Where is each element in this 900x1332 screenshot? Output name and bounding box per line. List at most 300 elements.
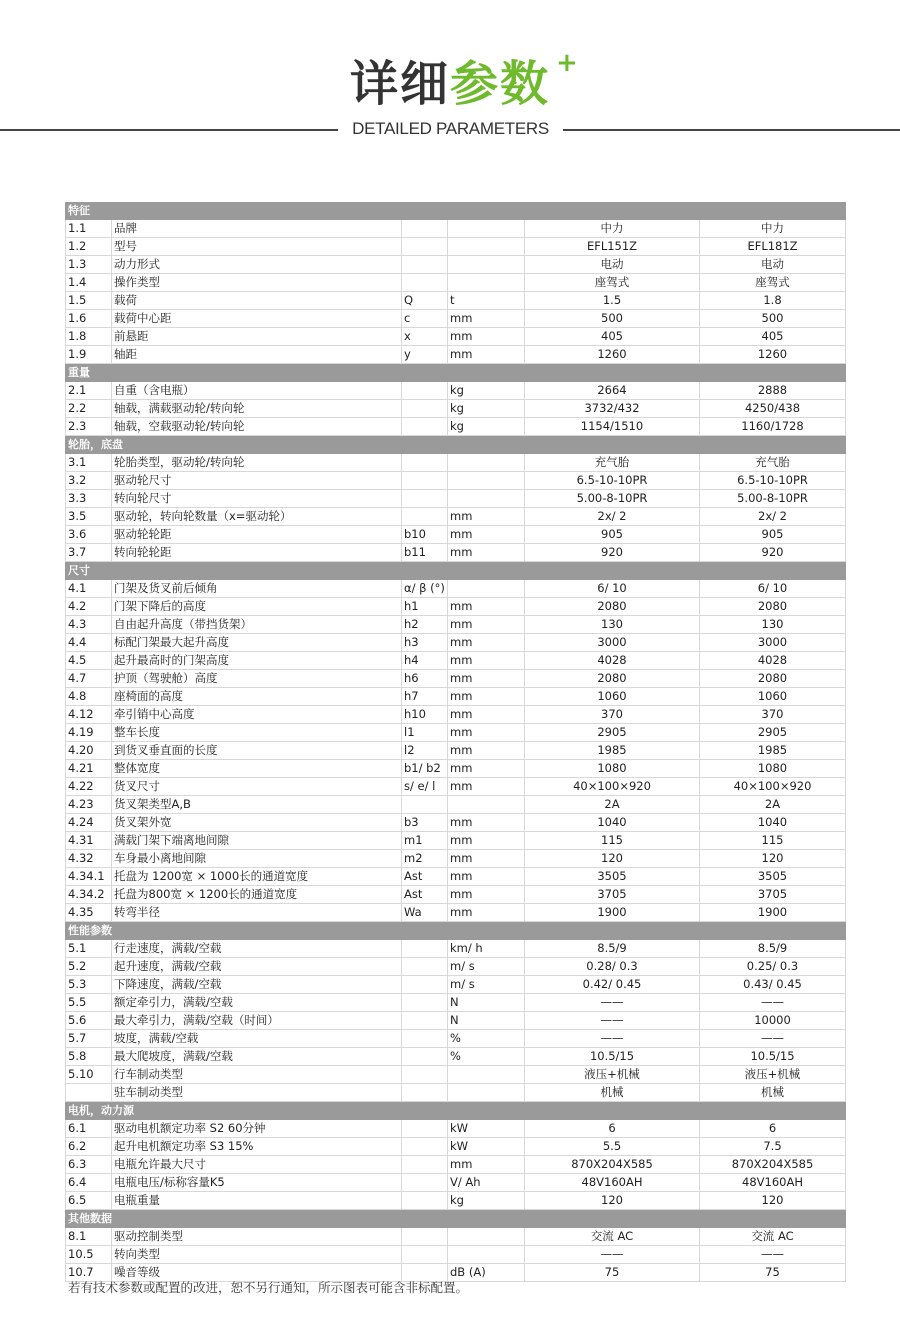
model-1-value-cell: 120 bbox=[525, 1192, 700, 1210]
divider-right bbox=[563, 129, 900, 131]
param-code-cell bbox=[66, 1084, 112, 1102]
table-row bbox=[66, 832, 846, 850]
model-1-value-cell: 1260 bbox=[525, 346, 700, 364]
param-name-cell: 载荷中心距 bbox=[112, 310, 402, 328]
param-name-cell: 轴载，空载驱动轮/转向轮 bbox=[112, 418, 402, 436]
model-2-value-cell: 0.25/ 0.3 bbox=[700, 958, 846, 976]
param-unit-cell: mm bbox=[448, 850, 525, 868]
param-symbol-cell: m1 bbox=[402, 832, 448, 850]
param-name-cell: 起升电机额定功率 S3 15% bbox=[112, 1138, 402, 1156]
param-symbol-cell bbox=[402, 940, 448, 958]
param-symbol-cell: h6 bbox=[402, 670, 448, 688]
param-unit-cell bbox=[448, 580, 525, 598]
param-unit-cell: m/ s bbox=[448, 976, 525, 994]
param-symbol-cell bbox=[402, 976, 448, 994]
param-code-cell: 5.8 bbox=[66, 1048, 112, 1066]
table-row bbox=[66, 1156, 846, 1174]
table-row bbox=[66, 346, 846, 364]
param-symbol-cell bbox=[402, 1066, 448, 1084]
param-name-cell: 驱动轮尺寸 bbox=[112, 472, 402, 490]
table-row bbox=[66, 418, 846, 436]
param-name-cell: 车身最小离地间隙 bbox=[112, 850, 402, 868]
model-1-value-cell: 6.5-10-10PR bbox=[525, 472, 700, 490]
param-unit-cell bbox=[448, 238, 525, 256]
param-symbol-cell bbox=[402, 1138, 448, 1156]
table-row bbox=[66, 616, 846, 634]
param-unit-cell: mm bbox=[448, 778, 525, 796]
section-title: 重量 bbox=[66, 364, 846, 382]
table-row bbox=[66, 382, 846, 400]
param-symbol-cell: b3 bbox=[402, 814, 448, 832]
param-code-cell: 4.23 bbox=[66, 796, 112, 814]
param-code-cell: 4.2 bbox=[66, 598, 112, 616]
table-row bbox=[66, 1138, 846, 1156]
model-2-value-cell: 370 bbox=[700, 706, 846, 724]
model-2-value-cell: —— bbox=[700, 1246, 846, 1264]
table-row bbox=[66, 238, 846, 256]
param-symbol-cell bbox=[402, 1192, 448, 1210]
table-row bbox=[66, 1084, 846, 1102]
model-2-value-cell: 130 bbox=[700, 616, 846, 634]
param-code-cell: 4.19 bbox=[66, 724, 112, 742]
param-symbol-cell: b1/ b2 bbox=[402, 760, 448, 778]
param-code-cell: 4.3 bbox=[66, 616, 112, 634]
model-1-value-cell: 0.42/ 0.45 bbox=[525, 976, 700, 994]
param-name-cell: 动力形式 bbox=[112, 256, 402, 274]
model-1-value-cell: 2905 bbox=[525, 724, 700, 742]
param-name-cell: 托盘为800宽 × 1200长的通道宽度 bbox=[112, 886, 402, 904]
model-2-value-cell: 120 bbox=[700, 1192, 846, 1210]
param-name-cell: 行车制动类型 bbox=[112, 1066, 402, 1084]
param-symbol-cell bbox=[402, 994, 448, 1012]
divider-left bbox=[0, 129, 338, 131]
footnote: 若有技术参数或配置的改进，恕不另行通知，所示图表可能含非标配置。 bbox=[68, 1280, 469, 1295]
param-code-cell: 5.2 bbox=[66, 958, 112, 976]
parameters-table bbox=[65, 202, 846, 1282]
param-code-cell: 1.8 bbox=[66, 328, 112, 346]
model-1-value-cell: 130 bbox=[525, 616, 700, 634]
table-row bbox=[66, 472, 846, 490]
param-unit-cell: mm bbox=[448, 688, 525, 706]
model-1-value-cell: 6/ 10 bbox=[525, 580, 700, 598]
param-symbol-cell bbox=[402, 1156, 448, 1174]
param-unit-cell: m/ s bbox=[448, 958, 525, 976]
model-2-value-cell: 10.5/15 bbox=[700, 1048, 846, 1066]
param-symbol-cell: s/ e/ l bbox=[402, 778, 448, 796]
param-unit-cell bbox=[448, 274, 525, 292]
section-header-row bbox=[66, 1210, 846, 1228]
table-row bbox=[66, 328, 846, 346]
param-name-cell: 满载门架下端离地间隙 bbox=[112, 832, 402, 850]
table-row bbox=[66, 454, 846, 472]
param-code-cell: 1.4 bbox=[66, 274, 112, 292]
param-symbol-cell bbox=[402, 1030, 448, 1048]
param-name-cell: 操作类型 bbox=[112, 274, 402, 292]
param-code-cell: 3.3 bbox=[66, 490, 112, 508]
param-code-cell: 3.7 bbox=[66, 544, 112, 562]
model-1-value-cell: 座驾式 bbox=[525, 274, 700, 292]
param-unit-cell: mm bbox=[448, 616, 525, 634]
table-row bbox=[66, 994, 846, 1012]
param-unit-cell: N bbox=[448, 994, 525, 1012]
param-name-cell: 货叉架类型A,B bbox=[112, 796, 402, 814]
param-name-cell: 品牌 bbox=[112, 220, 402, 238]
param-name-cell: 下降速度，满载/空载 bbox=[112, 976, 402, 994]
plus-icon: + bbox=[556, 48, 580, 78]
table-row bbox=[66, 688, 846, 706]
page-header bbox=[0, 0, 900, 160]
param-name-cell: 驻车制动类型 bbox=[112, 1084, 402, 1102]
model-2-value-cell: 5.00-8-10PR bbox=[700, 490, 846, 508]
model-1-value-cell: 交流 AC bbox=[525, 1228, 700, 1246]
param-code-cell: 6.3 bbox=[66, 1156, 112, 1174]
model-2-value-cell: 75 bbox=[700, 1264, 846, 1282]
model-2-value-cell: 905 bbox=[700, 526, 846, 544]
model-2-value-cell: 405 bbox=[700, 328, 846, 346]
param-symbol-cell bbox=[402, 400, 448, 418]
param-symbol-cell bbox=[402, 1246, 448, 1264]
model-1-value-cell: 0.28/ 0.3 bbox=[525, 958, 700, 976]
model-2-value-cell: 1160/1728 bbox=[700, 418, 846, 436]
param-code-cell: 1.6 bbox=[66, 310, 112, 328]
param-symbol-cell: c bbox=[402, 310, 448, 328]
param-symbol-cell: l1 bbox=[402, 724, 448, 742]
table-row bbox=[66, 1066, 846, 1084]
param-symbol-cell bbox=[402, 472, 448, 490]
model-2-value-cell: 10000 bbox=[700, 1012, 846, 1030]
param-name-cell: 转向轮轮距 bbox=[112, 544, 402, 562]
table-row bbox=[66, 634, 846, 652]
param-code-cell: 4.7 bbox=[66, 670, 112, 688]
param-code-cell: 3.2 bbox=[66, 472, 112, 490]
param-code-cell: 4.20 bbox=[66, 742, 112, 760]
model-1-value-cell: 2080 bbox=[525, 670, 700, 688]
param-unit-cell: mm bbox=[448, 706, 525, 724]
param-code-cell: 6.4 bbox=[66, 1174, 112, 1192]
title-green-part: 参数 bbox=[450, 56, 551, 112]
model-2-value-cell: 2888 bbox=[700, 382, 846, 400]
section-title: 轮胎，底盘 bbox=[66, 436, 846, 454]
model-2-value-cell: 座驾式 bbox=[700, 274, 846, 292]
param-code-cell: 6.1 bbox=[66, 1120, 112, 1138]
model-2-value-cell: 48V160AH bbox=[700, 1174, 846, 1192]
model-2-value-cell: 6.5-10-10PR bbox=[700, 472, 846, 490]
model-1-value-cell: 1060 bbox=[525, 688, 700, 706]
param-symbol-cell bbox=[402, 958, 448, 976]
table-row bbox=[66, 1048, 846, 1066]
param-name-cell: 驱动轮，转向轮数量（x=驱动轮） bbox=[112, 508, 402, 526]
model-2-value-cell: 0.43/ 0.45 bbox=[700, 976, 846, 994]
table-row bbox=[66, 796, 846, 814]
param-unit-cell bbox=[448, 796, 525, 814]
section-title: 性能参数 bbox=[66, 922, 846, 940]
model-1-value-cell: 3705 bbox=[525, 886, 700, 904]
param-symbol-cell bbox=[402, 796, 448, 814]
model-2-value-cell: 2905 bbox=[700, 724, 846, 742]
model-2-value-cell: 7.5 bbox=[700, 1138, 846, 1156]
param-name-cell: 载荷 bbox=[112, 292, 402, 310]
param-unit-cell: % bbox=[448, 1030, 525, 1048]
model-2-value-cell: 500 bbox=[700, 310, 846, 328]
param-name-cell: 护顶（驾驶舱）高度 bbox=[112, 670, 402, 688]
param-unit-cell bbox=[448, 1228, 525, 1246]
param-code-cell: 1.2 bbox=[66, 238, 112, 256]
param-symbol-cell: b11 bbox=[402, 544, 448, 562]
model-1-value-cell: 1.5 bbox=[525, 292, 700, 310]
param-code-cell: 1.3 bbox=[66, 256, 112, 274]
param-symbol-cell bbox=[402, 220, 448, 238]
param-name-cell: 整体宽度 bbox=[112, 760, 402, 778]
param-name-cell: 驱动电机额定功率 S2 60分钟 bbox=[112, 1120, 402, 1138]
param-name-cell: 自由起升高度（带挡货架） bbox=[112, 616, 402, 634]
model-1-value-cell: 2x/ 2 bbox=[525, 508, 700, 526]
param-symbol-cell: m2 bbox=[402, 850, 448, 868]
model-1-value-cell: 2A bbox=[525, 796, 700, 814]
param-code-cell: 5.5 bbox=[66, 994, 112, 1012]
param-symbol-cell: y bbox=[402, 346, 448, 364]
param-unit-cell: km/ h bbox=[448, 940, 525, 958]
model-1-value-cell: —— bbox=[525, 1246, 700, 1264]
param-code-cell: 4.8 bbox=[66, 688, 112, 706]
model-1-value-cell: 115 bbox=[525, 832, 700, 850]
model-1-value-cell: 905 bbox=[525, 526, 700, 544]
param-name-cell: 货叉架外宽 bbox=[112, 814, 402, 832]
param-name-cell: 前悬距 bbox=[112, 328, 402, 346]
param-code-cell: 4.31 bbox=[66, 832, 112, 850]
table-row bbox=[66, 652, 846, 670]
table-row bbox=[66, 508, 846, 526]
param-code-cell: 4.1 bbox=[66, 580, 112, 598]
param-unit-cell bbox=[448, 1084, 525, 1102]
param-unit-cell: kW bbox=[448, 1120, 525, 1138]
param-name-cell: 额定牵引力，满载/空载 bbox=[112, 994, 402, 1012]
table-row bbox=[66, 310, 846, 328]
param-symbol-cell: x bbox=[402, 328, 448, 346]
table-row bbox=[66, 670, 846, 688]
param-symbol-cell bbox=[402, 1120, 448, 1138]
param-name-cell: 噪音等级 bbox=[112, 1264, 402, 1282]
table-row bbox=[66, 1012, 846, 1030]
param-code-cell: 5.10 bbox=[66, 1066, 112, 1084]
param-code-cell: 6.5 bbox=[66, 1192, 112, 1210]
model-1-value-cell: 1900 bbox=[525, 904, 700, 922]
model-1-value-cell: 920 bbox=[525, 544, 700, 562]
param-unit-cell: mm bbox=[448, 814, 525, 832]
model-1-value-cell: 3732/432 bbox=[525, 400, 700, 418]
param-unit-cell: mm bbox=[448, 868, 525, 886]
table-row bbox=[66, 526, 846, 544]
table-row bbox=[66, 850, 846, 868]
model-1-value-cell: 3000 bbox=[525, 634, 700, 652]
param-code-cell: 2.1 bbox=[66, 382, 112, 400]
table-row bbox=[66, 292, 846, 310]
model-1-value-cell: 10.5/15 bbox=[525, 1048, 700, 1066]
model-1-value-cell: 40×100×920 bbox=[525, 778, 700, 796]
param-unit-cell: kW bbox=[448, 1138, 525, 1156]
table-row bbox=[66, 1246, 846, 1264]
param-name-cell: 驱动控制类型 bbox=[112, 1228, 402, 1246]
model-1-value-cell: 中力 bbox=[525, 220, 700, 238]
table-row bbox=[66, 868, 846, 886]
table-row bbox=[66, 580, 846, 598]
param-name-cell: 最大牵引力，满载/空载（时间） bbox=[112, 1012, 402, 1030]
param-code-cell: 4.34.2 bbox=[66, 886, 112, 904]
param-symbol-cell: Q bbox=[402, 292, 448, 310]
param-unit-cell bbox=[448, 220, 525, 238]
table-row bbox=[66, 1174, 846, 1192]
table-row bbox=[66, 1228, 846, 1246]
model-1-value-cell: 870X204X585 bbox=[525, 1156, 700, 1174]
table-row bbox=[66, 1192, 846, 1210]
param-name-cell: 起升速度，满载/空载 bbox=[112, 958, 402, 976]
section-header-row bbox=[66, 202, 846, 220]
param-unit-cell: mm bbox=[448, 832, 525, 850]
param-name-cell: 坡度，满载/空载 bbox=[112, 1030, 402, 1048]
param-code-cell: 8.1 bbox=[66, 1228, 112, 1246]
param-name-cell: 座椅面的高度 bbox=[112, 688, 402, 706]
param-symbol-cell bbox=[402, 382, 448, 400]
param-name-cell: 电瓶重量 bbox=[112, 1192, 402, 1210]
model-1-value-cell: 75 bbox=[525, 1264, 700, 1282]
param-symbol-cell bbox=[402, 418, 448, 436]
model-1-value-cell: —— bbox=[525, 1012, 700, 1030]
param-name-cell: 整车长度 bbox=[112, 724, 402, 742]
param-code-cell: 4.34.1 bbox=[66, 868, 112, 886]
param-unit-cell: kg bbox=[448, 418, 525, 436]
table-row bbox=[66, 1030, 846, 1048]
param-symbol-cell: h10 bbox=[402, 706, 448, 724]
model-2-value-cell: 机械 bbox=[700, 1084, 846, 1102]
param-unit-cell bbox=[448, 1066, 525, 1084]
model-1-value-cell: 1040 bbox=[525, 814, 700, 832]
table-row bbox=[66, 220, 846, 238]
model-2-value-cell: 3505 bbox=[700, 868, 846, 886]
model-2-value-cell: 液压+机械 bbox=[700, 1066, 846, 1084]
param-code-cell: 10.5 bbox=[66, 1246, 112, 1264]
param-code-cell: 3.6 bbox=[66, 526, 112, 544]
table-row bbox=[66, 724, 846, 742]
table-row bbox=[66, 886, 846, 904]
model-2-value-cell: 1.8 bbox=[700, 292, 846, 310]
param-symbol-cell bbox=[402, 508, 448, 526]
model-2-value-cell: 120 bbox=[700, 850, 846, 868]
param-unit-cell: kg bbox=[448, 1192, 525, 1210]
model-1-value-cell: 405 bbox=[525, 328, 700, 346]
param-name-cell: 货叉尺寸 bbox=[112, 778, 402, 796]
model-2-value-cell: 8.5/9 bbox=[700, 940, 846, 958]
param-code-cell: 5.7 bbox=[66, 1030, 112, 1048]
param-symbol-cell: Wa bbox=[402, 904, 448, 922]
param-symbol-cell: h2 bbox=[402, 616, 448, 634]
param-code-cell: 6.2 bbox=[66, 1138, 112, 1156]
model-1-value-cell: 电动 bbox=[525, 256, 700, 274]
model-2-value-cell: 870X204X585 bbox=[700, 1156, 846, 1174]
param-symbol-cell bbox=[402, 1228, 448, 1246]
param-symbol-cell bbox=[402, 1012, 448, 1030]
section-header-row bbox=[66, 1102, 846, 1120]
param-unit-cell: % bbox=[448, 1048, 525, 1066]
model-1-value-cell: 机械 bbox=[525, 1084, 700, 1102]
param-unit-cell: V/ Ah bbox=[448, 1174, 525, 1192]
param-unit-cell: mm bbox=[448, 526, 525, 544]
model-2-value-cell: 3000 bbox=[700, 634, 846, 652]
table-row bbox=[66, 742, 846, 760]
param-symbol-cell bbox=[402, 1174, 448, 1192]
param-name-cell: 自重（含电瓶） bbox=[112, 382, 402, 400]
model-1-value-cell: 370 bbox=[525, 706, 700, 724]
param-symbol-cell: Ast bbox=[402, 886, 448, 904]
section-title: 其他数据 bbox=[66, 1210, 846, 1228]
model-2-value-cell: 2080 bbox=[700, 598, 846, 616]
param-unit-cell: mm bbox=[448, 904, 525, 922]
param-unit-cell: mm bbox=[448, 724, 525, 742]
param-code-cell: 1.5 bbox=[66, 292, 112, 310]
param-unit-cell bbox=[448, 1246, 525, 1264]
param-symbol-cell: Ast bbox=[402, 868, 448, 886]
param-name-cell: 最大爬坡度，满载/空载 bbox=[112, 1048, 402, 1066]
param-unit-cell: mm bbox=[448, 742, 525, 760]
section-title: 电机，动力源 bbox=[66, 1102, 846, 1120]
param-unit-cell bbox=[448, 454, 525, 472]
param-symbol-cell: α/ β (°) bbox=[402, 580, 448, 598]
param-name-cell: 牵引销中心高度 bbox=[112, 706, 402, 724]
param-unit-cell bbox=[448, 490, 525, 508]
param-name-cell: 转向轮尺寸 bbox=[112, 490, 402, 508]
table-row bbox=[66, 490, 846, 508]
model-1-value-cell: 6 bbox=[525, 1120, 700, 1138]
section-title: 尺寸 bbox=[66, 562, 846, 580]
param-name-cell: 行走速度，满载/空载 bbox=[112, 940, 402, 958]
table-row bbox=[66, 256, 846, 274]
model-1-value-cell: —— bbox=[525, 994, 700, 1012]
model-2-value-cell: 3705 bbox=[700, 886, 846, 904]
param-unit-cell bbox=[448, 256, 525, 274]
model-2-value-cell: 2A bbox=[700, 796, 846, 814]
param-code-cell: 2.2 bbox=[66, 400, 112, 418]
model-1-value-cell: 3505 bbox=[525, 868, 700, 886]
table-row bbox=[66, 904, 846, 922]
section-header-row bbox=[66, 364, 846, 382]
parameters-table-container bbox=[65, 202, 845, 1282]
param-name-cell: 托盘为 1200宽 × 1000长的通道宽度 bbox=[112, 868, 402, 886]
model-1-value-cell: 4028 bbox=[525, 652, 700, 670]
param-code-cell: 5.6 bbox=[66, 1012, 112, 1030]
param-name-cell: 驱动轮轮距 bbox=[112, 526, 402, 544]
param-name-cell: 轴距 bbox=[112, 346, 402, 364]
table-row bbox=[66, 940, 846, 958]
param-code-cell: 4.32 bbox=[66, 850, 112, 868]
model-1-value-cell: 8.5/9 bbox=[525, 940, 700, 958]
param-unit-cell: mm bbox=[448, 310, 525, 328]
param-name-cell: 轴载，满载驱动轮/转向轮 bbox=[112, 400, 402, 418]
model-2-value-cell: 1900 bbox=[700, 904, 846, 922]
param-symbol-cell bbox=[402, 1048, 448, 1066]
table-row bbox=[66, 274, 846, 292]
model-2-value-cell: 6/ 10 bbox=[700, 580, 846, 598]
param-code-cell: 4.22 bbox=[66, 778, 112, 796]
param-code-cell: 5.3 bbox=[66, 976, 112, 994]
table-row bbox=[66, 1120, 846, 1138]
model-2-value-cell: 1040 bbox=[700, 814, 846, 832]
param-unit-cell: mm bbox=[448, 1156, 525, 1174]
section-header-row bbox=[66, 922, 846, 940]
param-name-cell: 起升最高时的门架高度 bbox=[112, 652, 402, 670]
param-name-cell: 门架及货叉前后倾角 bbox=[112, 580, 402, 598]
param-name-cell: 转弯半径 bbox=[112, 904, 402, 922]
param-name-cell: 标配门架最大起升高度 bbox=[112, 634, 402, 652]
model-2-value-cell: EFL181Z bbox=[700, 238, 846, 256]
param-symbol-cell bbox=[402, 454, 448, 472]
